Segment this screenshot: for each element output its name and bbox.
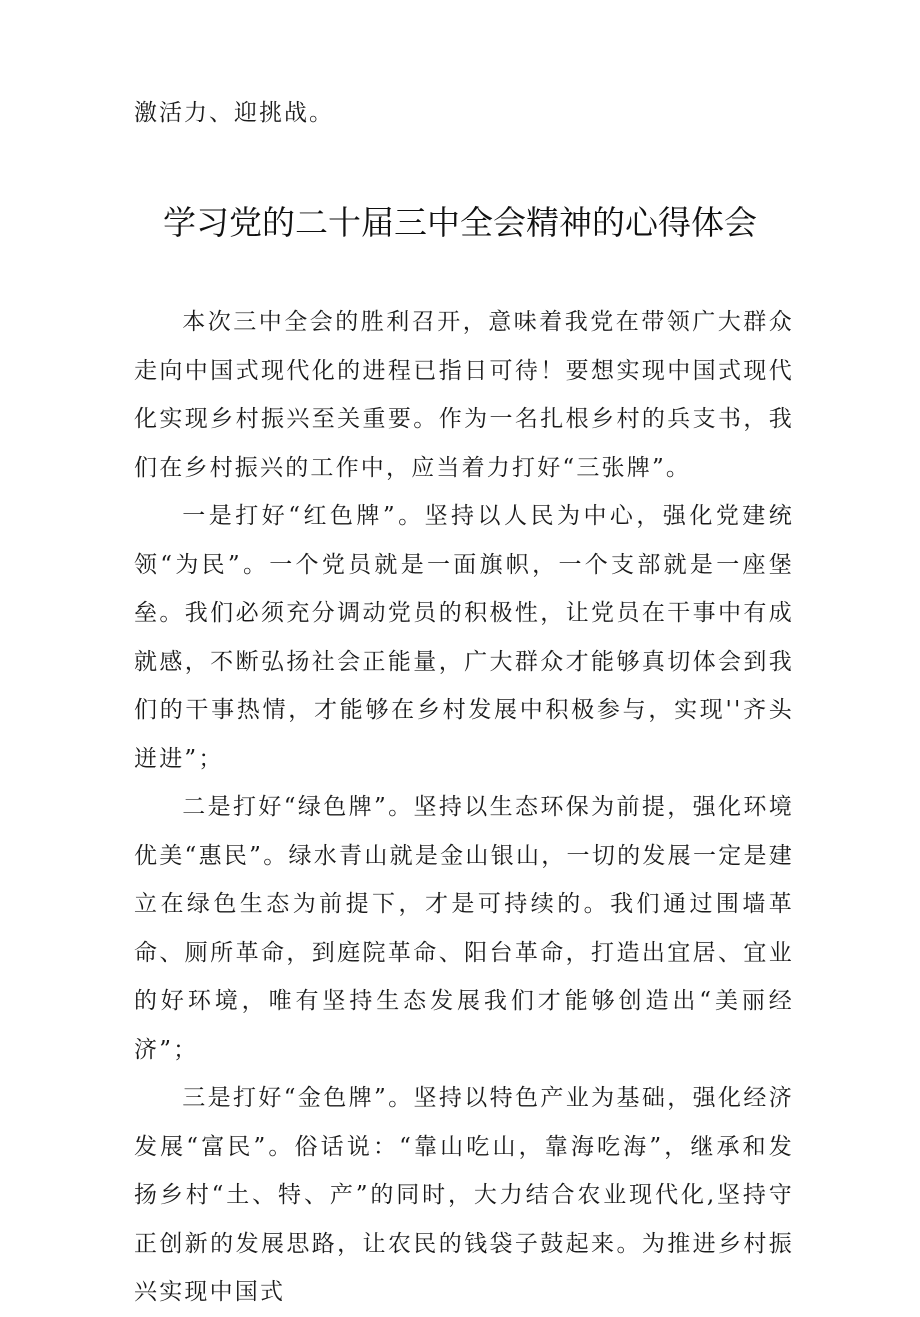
article-body — [134, 298, 794, 1317]
article-title: 学习党的二十届三中全会精神的心得体会 — [163, 203, 757, 242]
paragraph-green-card: 二是打好“绿色牌”。坚持以生态环保为前提，强化环境优美“惠民”。绿水青山就是金山银山，一切的发展一定是建立在绿色生态为前提下，才是可持续的。我们通过围墙革命、厕所革命，到庭院革命、阳台革命，打造出宜居、宜业的好环境，唯有坚持生态发展我们才能够创造出“美丽经济”； — [134, 794, 794, 1063]
paragraph-red-card: 一是打好“红色牌”。坚持以人民为中心，强化党建统领“为民”。一个党员就是一面旗帜，一个支部就是一座堡垒。我们必须充分调动党员的积极性，让党员在干事中有成就感，不断弘扬社会正能量，广大群众才能够真切体会到我们的干事热情，才能够在乡村发展中积极参与，实现''齐头迸进”； — [134, 503, 794, 772]
paragraph-gold-card: 三是打好“金色牌”。坚持以特色产业为基础，强化经济发展“富民”。俗话说：“靠山吃山，靠海吃海”，继承和发扬乡村“土、特、产”的同时，大力结合农业现代化,坚持守正创新的发展思路，让农民的钱袋子鼓起来。为推进乡村振兴实现中国式 — [134, 1085, 794, 1305]
paragraph-intro: 本次三中全会的胜利召开，意味着我党在带领广大群众走向中国式现代化的进程已指日可待！要想实现中国式现代化实现乡村振兴至关重要。作为一名扎根乡村的兵支书，我们在乡村振兴的工作中，应当着力打好“三张牌”。 — [134, 309, 794, 481]
continuation-text: 激活力、迎挑战。 — [134, 100, 334, 126]
